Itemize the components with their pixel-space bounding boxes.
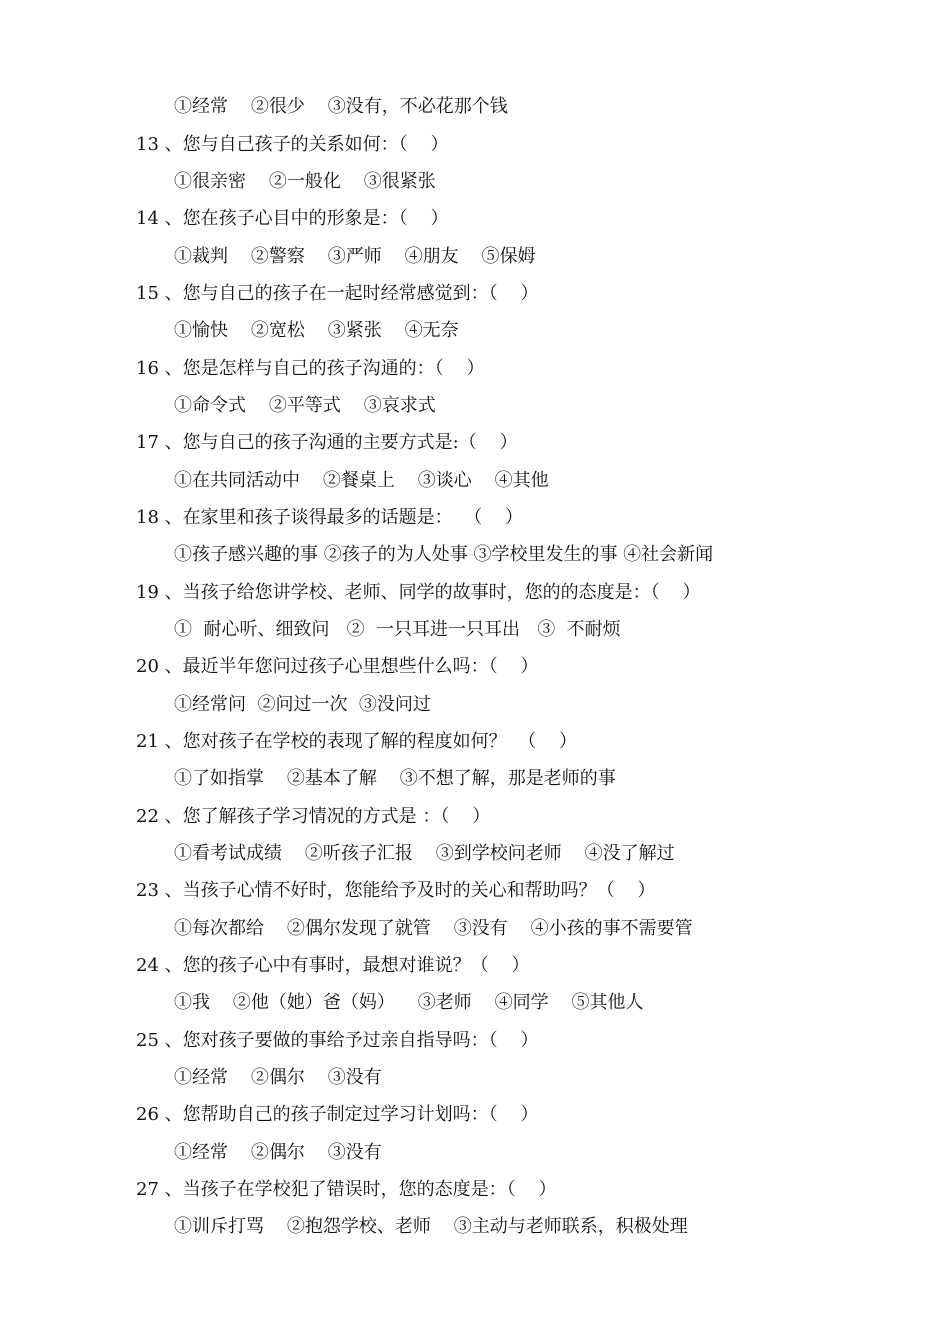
- question-25: 25 、您对孩子要做的事给予过亲自指导吗：（ ）: [136, 1030, 539, 1051]
- options-q13: ①很亲密 ②一般化 ③很紧张: [174, 171, 436, 192]
- question-23: 23 、当孩子心情不好时，您能给予及时的关心和帮助吗？（ ）: [136, 880, 656, 901]
- options-q26: ①经常 ②偶尔 ③没有: [174, 1142, 382, 1163]
- options-q16: ①命令式 ②平等式 ③哀求式: [174, 395, 436, 416]
- options-q20: ①经常问 ②问过一次 ③没问过: [174, 694, 431, 715]
- options-q19: ① 耐心听、细致问 ② 一只耳进一只耳出 ③ 不耐烦: [174, 619, 621, 640]
- options-q25: ①经常 ②偶尔 ③没有: [174, 1067, 382, 1088]
- options-q23: ①每次都给 ②偶尔发现了就管 ③没有 ④小孩的事不需要管: [174, 918, 693, 939]
- question-13: 13 、您与自己孩子的关系如何：（ ）: [136, 134, 449, 155]
- question-14: 14 、您在孩子心目中的形象是：（ ）: [136, 208, 449, 229]
- options-q18: ①孩子感兴趣的事 ②孩子的为人处事 ③学校里发生的事 ④社会新闻: [174, 544, 714, 565]
- options-q24: ①我 ②他（她）爸（妈） ③老师 ④同学 ⑤其他人: [174, 992, 644, 1013]
- options-q15: ①愉快 ②宽松 ③紧张 ④无奈: [174, 320, 459, 341]
- options-q27: ①训斥打骂 ②抱怨学校、老师 ③主动与老师联系，积极处理: [174, 1216, 688, 1237]
- question-20: 20 、最近半年您问过孩子心里想些什么吗：（ ）: [136, 656, 539, 677]
- question-22: 22 、您了解孩子学习情况的方式是 ：（ ）: [136, 806, 491, 827]
- question-15: 15 、您与自己的孩子在一起时经常感觉到：（ ）: [136, 283, 539, 304]
- options-q21: ①了如指掌 ②基本了解 ③不想了解，那是老师的事: [174, 768, 616, 789]
- options-q17: ①在共同活动中 ②餐桌上 ③谈心 ④其他: [174, 470, 549, 491]
- question-26: 26 、您帮助自己的孩子制定过学习计划吗：（ ）: [136, 1104, 539, 1125]
- question-18: 18 、在家里和孩子谈得最多的话题是： （ ）: [136, 507, 523, 528]
- question-17: 17 、您与自己的孩子沟通的主要方式是:（ ）: [136, 432, 518, 453]
- question-21: 21 、您对孩子在学校的表现了解的程度如何？ （ ）: [136, 731, 577, 752]
- question-19: 19 、当孩子给您讲学校、老师、同学的故事时，您的的态度是：（ ）: [136, 582, 701, 603]
- question-16: 16 、您是怎样与自己的孩子沟通的：（ ）: [136, 358, 485, 379]
- options-q22: ①看考试成绩 ②听孩子汇报 ③到学校问老师 ④没了解过: [174, 843, 675, 864]
- question-27: 27 、当孩子在学校犯了错误时，您的态度是：（ ）: [136, 1179, 557, 1200]
- options-q14: ①裁判 ②警察 ③严师 ④朋友 ⑤保姆: [174, 246, 536, 267]
- options-q12: ①经常 ②很少 ③没有，不必花那个钱: [174, 96, 508, 117]
- question-24: 24 、您的孩子心中有事时，最想对谁说？（ ）: [136, 955, 530, 976]
